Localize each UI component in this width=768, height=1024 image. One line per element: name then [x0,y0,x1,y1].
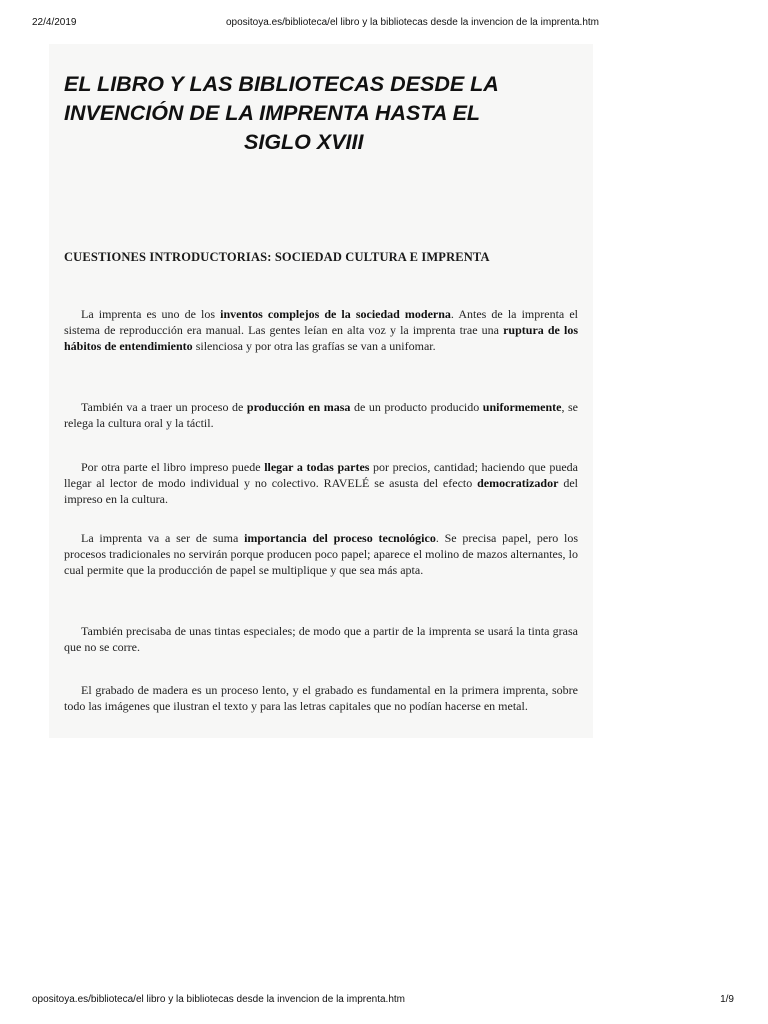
paragraph [64,682,578,714]
text-run: Por otra parte el libro impreso puede [81,460,265,474]
print-footer [32,994,734,1008]
bold-text: uniformemente [482,400,562,414]
text-run: La imprenta es uno de los [81,307,221,321]
text-run: . Antes de la imprenta el sistema de reproducción era manual. Las gentes leían en alta voz y la imprenta trae una [64,307,578,337]
text-run: El grabado de madera es un proceso lento, y el grabado es fundamental en la primera imprenta, sobre todo las imágenes que ilustran el texto y para las letras capitales que no podían hacerse en metal. [64,683,578,713]
bold-text: ruptura de los hábitos de entendimiento [64,323,578,353]
paragraph [64,530,578,578]
paragraph [64,399,578,431]
title-line: EL LIBRO Y LAS BIBLIOTECAS DESDE LA [64,72,499,96]
print-footer-url: opositoya.es/biblioteca/el libro y la bibliotecas desde la invencion de la imprenta.htm [32,994,405,1005]
print-header [32,17,736,31]
paragraph [64,459,578,507]
text-run: del impreso en la cultura. [64,476,578,506]
bold-text: producción en masa [246,400,351,414]
bold-text: inventos complejos de la sociedad moderna [220,307,451,321]
document-title [64,70,604,157]
page-number: 1/9 [720,994,734,1005]
title-line: SIGLO XVIII [244,130,364,154]
text-run: También va a traer un proceso de [81,400,247,414]
text-run: . Se precisa papel, pero los procesos tradicionales no servirán porque producen poco papel; aparece el molino de mazos alternantes, lo cual permite que la producción de papel se multiplique y que sea más apta. [64,531,579,577]
text-run: La imprenta va a ser de suma [81,531,245,545]
bold-text: democratizador [477,476,559,490]
paragraph [64,306,578,354]
text-run: de un producto producido [350,400,483,414]
bold-text: importancia del proceso tecnológico [244,531,436,545]
text-run: silenciosa y por otra las grafías se van a unifomar. [192,339,436,353]
section-heading: CUESTIONES INTRODUCTORIAS: SOCIEDAD CULTURA E IMPRENTA [64,250,490,264]
text-run: , se relega la cultura oral y la táctil. [64,400,578,430]
print-date: 22/4/2019 [32,17,77,28]
print-header-url: opositoya.es/biblioteca/el libro y la bibliotecas desde la invencion de la imprenta.htm [226,17,599,28]
text-run: También precisaba de unas tintas especiales; de modo que a partir de la imprenta se usará la tinta grasa que no se corre. [64,624,578,654]
bold-text: llegar a todas partes [264,460,370,474]
text-run: por precios, cantidad; haciendo que pueda llegar al lector de modo individual y no colectivo. RAVELÉ se asusta del efecto [64,460,579,490]
title-line: INVENCIÓN DE LA IMPRENTA HASTA EL [64,101,481,125]
paragraph [64,623,578,655]
